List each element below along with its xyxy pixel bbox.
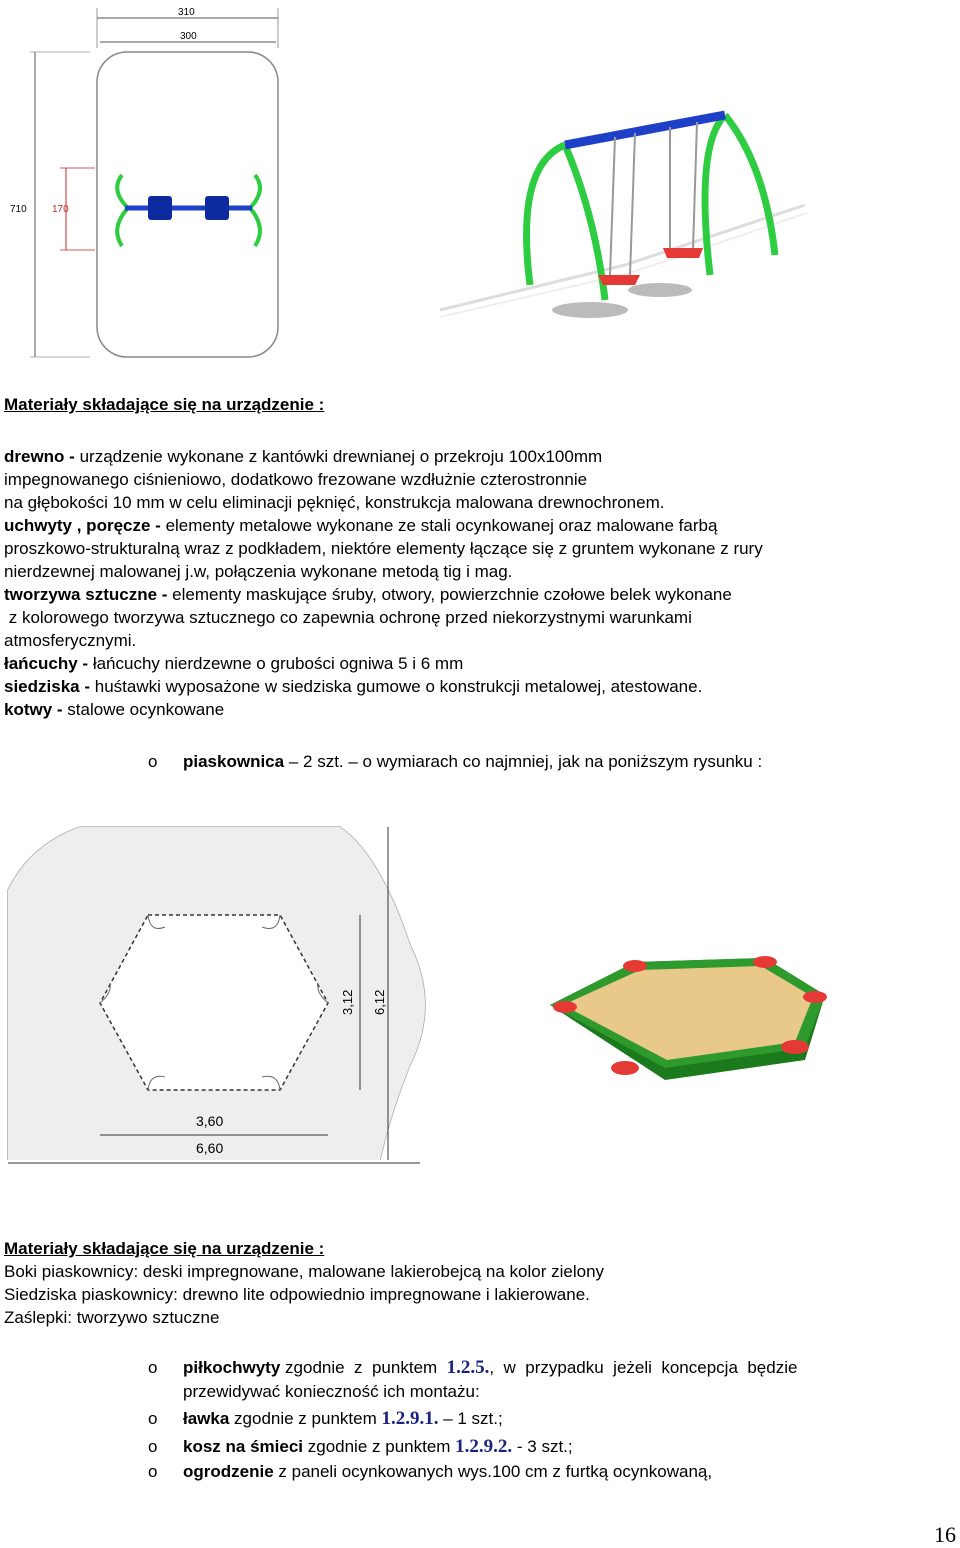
item-bullet: o — [148, 1358, 158, 1377]
uchwyty-line-1 — [4, 514, 717, 537]
page-number: 16 — [934, 1522, 956, 1547]
list-item-ogrodzenie — [183, 1460, 712, 1483]
item-pre: zgodnie z punktem — [280, 1358, 447, 1377]
dim-300-label: 300 — [180, 31, 197, 42]
item-ref-number: 1.2.9.2. — [455, 1436, 513, 1457]
tworzywa-line-3: atmosferycznymi. — [4, 631, 137, 650]
piaskownica-term: piaskownica — [183, 752, 285, 771]
tworzywa-line-1 — [4, 583, 732, 606]
piaskownica-text: – 2 szt. – o wymiarach co najmniej, jak na poniższym rysunku : — [284, 752, 763, 771]
kotwy-term: kotwy - — [4, 700, 63, 719]
item-term: ławka — [183, 1409, 230, 1428]
drewno-line-1 — [4, 445, 602, 468]
lancuchy-text: łańcuchy nierdzewne o grubości ogniwa 5 i 6 mm — [92, 654, 464, 673]
section2-line-2: Siedziska piaskownicy: drewno lite odpowiednio impregnowane i lakierowane. — [4, 1285, 590, 1304]
lancuchy-term: łańcuchy - — [4, 654, 89, 673]
materials-heading-1: Materiały składające się na urządzenie : — [4, 395, 325, 414]
dim-170-label: 170 — [52, 204, 69, 215]
sandbox-plan-drawing — [0, 815, 440, 1175]
tworzywa-line-2: z kolorowego tworzywa sztucznego co zapewnia ochronę przed niekorzystnymi warunkami — [4, 608, 692, 627]
siedziska-text: huśtawki wyposażone w siedziska gumowe o konstrukcji metalowej, atestowane. — [94, 677, 703, 696]
item-ref-number: 1.2.5. — [446, 1357, 490, 1378]
tworzywa-term: tworzywa sztuczne - — [4, 585, 168, 604]
siedziska-line — [4, 675, 702, 698]
kotwy-line — [4, 698, 224, 721]
item-term: piłkochwyty — [183, 1358, 281, 1377]
tworzywa-text-1: elementy maskujące śruby, otwory, powierzchnie czołowe belek wykonane — [172, 585, 732, 604]
drewno-text-1: urządzenie wykonane z kantówki drewnianej o przekroju 100x100mm — [79, 447, 603, 466]
item-pre: zgodnie z punktem — [303, 1437, 456, 1456]
item-pre: zgodnie z punktem — [229, 1409, 382, 1428]
item-continuation: przewidywać konieczność ich montażu: — [183, 1382, 480, 1401]
dim-312-label: 3,12 — [340, 989, 355, 1015]
dim-360-label: 3,60 — [196, 1113, 224, 1129]
lancuchy-line — [4, 652, 463, 675]
drewno-line-3: na głębokości 10 mm w celu eliminacji pęknięć, konstrukcja malowana drewnochronem. — [4, 493, 665, 512]
item-post: – 1 szt.; — [438, 1409, 503, 1428]
sandbox-3d-image — [535, 950, 845, 1100]
kotwy-text: stalowe ocynkowane — [67, 700, 225, 719]
dim-310-label: 310 — [178, 7, 195, 18]
list-item-lawka — [183, 1407, 503, 1430]
siedziska-term: siedziska - — [4, 677, 90, 696]
section2-line-1: Boki piaskownicy: deski impregnowane, malowane lakierobejcą na kolor zielony — [4, 1262, 605, 1281]
uchwyty-text-1: elementy metalowe wykonane ze stali ocynkowanej oraz malowane farbą — [165, 516, 718, 535]
materials-heading-2: Materiały składające się na urządzenie : — [4, 1239, 325, 1258]
item-bullet: o — [148, 1437, 158, 1456]
drewno-line-2: impegnowanego ciśnieniowo, dodatkowo frezowane wzdłużnie czterostronnie — [4, 470, 588, 489]
item-pre: z paneli ocynkowanych wys.100 cm z furtką ocynkowaną, — [273, 1462, 713, 1481]
item-bullet: o — [148, 1462, 158, 1481]
section2-line-3: Zaślepki: tworzywo sztuczne — [4, 1308, 220, 1327]
swing-3d-image — [435, 85, 815, 335]
uchwyty-line-2: proszkowo-strukturalną wraz z podkładem, niektóre elementy łączące się z gruntem wykonane z rury — [4, 539, 763, 558]
dim-710-label: 710 — [10, 204, 27, 215]
uchwyty-term: uchwyty , poręcze - — [4, 516, 161, 535]
item-bullet: o — [148, 1409, 158, 1428]
uchwyty-line-3: nierdzewnej malowanej j.w, połączenia wykonane metodą tig i mag. — [4, 562, 513, 581]
piaskownica-line — [183, 750, 762, 773]
item-term: ogrodzenie — [183, 1462, 274, 1481]
dim-660-label: 6,60 — [196, 1140, 224, 1156]
item-ref-number: 1.2.9.1. — [381, 1408, 439, 1429]
swing-plan-drawing — [0, 0, 300, 365]
item-post: , w przypadku jeżeli koncepcja będzie — [489, 1358, 798, 1377]
item-post: - 3 szt.; — [512, 1437, 573, 1456]
list-item-pilkochwyty — [183, 1356, 797, 1379]
list-item-kosz — [183, 1435, 573, 1458]
drewno-term: drewno - — [4, 447, 75, 466]
item-term: kosz na śmieci — [183, 1437, 304, 1456]
dim-612-label: 6,12 — [372, 989, 387, 1015]
piaskownica-bullet: o — [148, 752, 158, 771]
